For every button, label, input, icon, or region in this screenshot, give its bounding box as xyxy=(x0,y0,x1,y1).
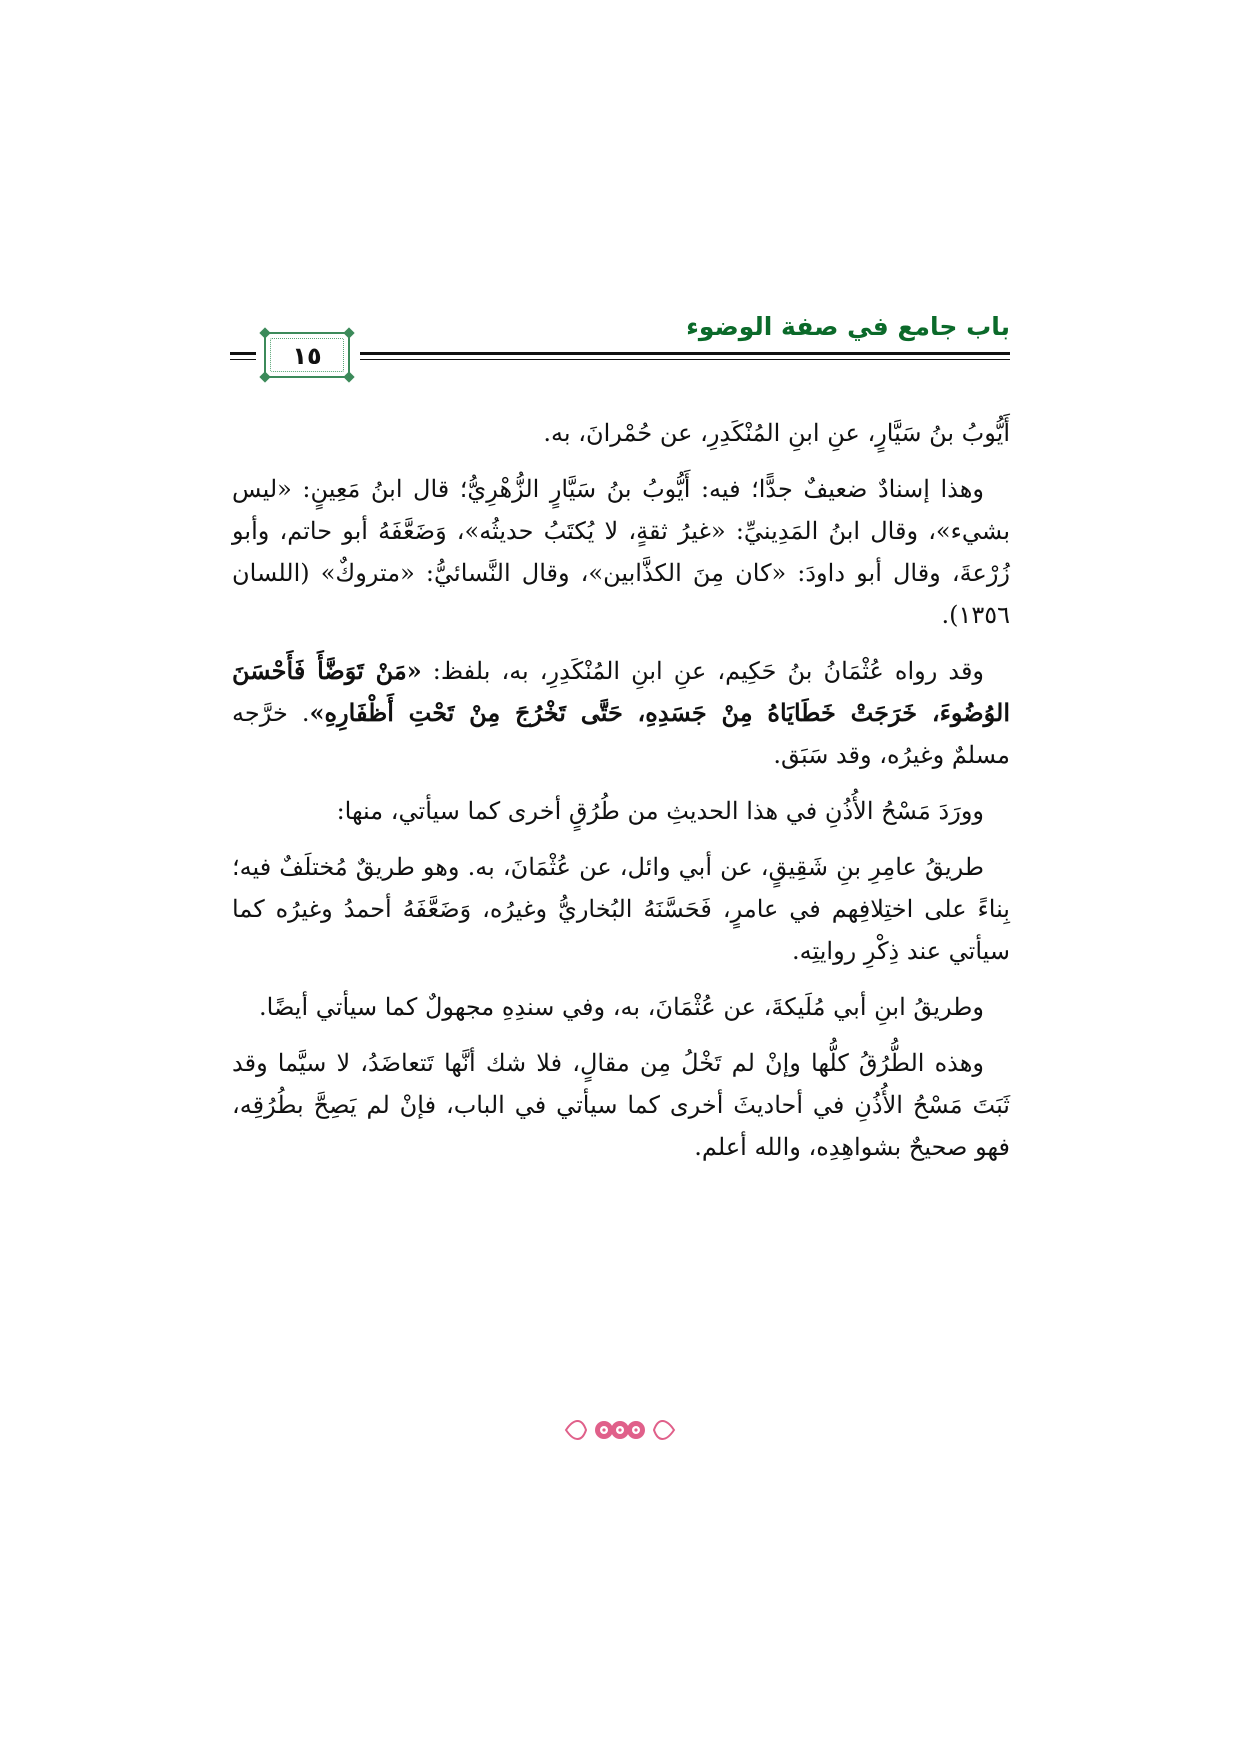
frame-corner-ornament xyxy=(343,327,354,338)
page-number-frame xyxy=(264,332,350,378)
page-number: ١٥ xyxy=(292,342,322,370)
body-paragraph xyxy=(232,790,1010,832)
page-header xyxy=(230,312,1010,402)
body-paragraph xyxy=(232,846,1010,972)
body-paragraph xyxy=(232,412,1010,454)
frame-corner-ornament xyxy=(259,371,270,382)
paragraph-text: وهذا إسنادٌ ضعيفٌ جدًّا؛ فيه: أَيُّوبُ بنُ سَيَّارٍ الزُّهْرِيُّ؛ قال ابنُ مَعِينٍ: «ليس بشيء»، وقال ابنُ المَدِينيِّ: «غيرُ ثقةٍ، لا يُكتَبُ حديثُه»، وَضَعَّفَهُ أبو حاتم، وأبو زُرْعةَ، وقال أبو داودَ: «كان مِنَ الكذَّابين»، وقال النَّسائيُّ: «متروكٌ» (اللسان ١٣٥٦). xyxy=(232,475,1010,629)
page-body xyxy=(232,412,1010,1182)
paragraph-text: طريقُ عامِرِ بنِ شَقِيقٍ، عن أبي وائل، عن عُثْمَانَ، به. وهو طريقٌ مُختلَفٌ فيه؛ بِناءً على اختِلافِهم في عامرٍ، فَحَسَّنَهُ البُخاريُّ وغيرُه، وَضَعَّفَهُ أحمدُ وغيرُه كما سيأتي عند ذِكْرِ روايتِه. xyxy=(232,853,1010,965)
paragraph-text: وورَدَ مَسْحُ الأُذُنِ في هذا الحديثِ من طُرُقٍ أخرى كما سيأتي، منها: xyxy=(336,797,984,825)
header-rule xyxy=(360,352,1010,360)
header-rule-left xyxy=(230,352,256,360)
body-paragraph xyxy=(232,1042,1010,1168)
paragraph-text: . خرَّجه مسلمٌ وغيرُه، وقد سَبَق. xyxy=(232,699,1010,769)
body-paragraph xyxy=(232,650,1010,776)
paragraph-text: وهذه الطُّرُقُ كلُّها وإنْ لم تَخْلُ مِن مقالٍ، فلا شك أنَّها تَتعاضَدُ، لا سيَّما وقد ثَبَتَ مَسْحُ الأُذُنِ في أحاديثَ أخرى كما سيأتي في الباب، فإنْ لم يَصِحَّ بطُرُقِه، فهو صحيحٌ بشواهِدِه، والله أعلم. xyxy=(232,1049,1010,1161)
paragraph-text: وطريقُ ابنِ أبي مُلَيكةَ، عن عُثْمَانَ، به، وفي سندِهِ مجهولٌ كما سيأتي أيضًا. xyxy=(259,993,984,1021)
chapter-title: باب جامع في صفة الوضوء xyxy=(686,312,1010,341)
frame-corner-ornament xyxy=(259,327,270,338)
paragraph-text: وقد رواه عُثْمَانُ بنُ حَكِيم، عنِ ابنِ المُنْكَدِرِ، به، بلفظ: xyxy=(421,657,984,685)
floral-divider-svg xyxy=(560,1410,680,1450)
floral-divider-icon xyxy=(0,1410,1240,1460)
body-paragraph xyxy=(232,468,1010,636)
body-paragraph xyxy=(232,986,1010,1028)
hadith-quote: «مَنْ تَوَضَّأَ فَأَحْسَنَ الوُضُوءَ، خَرَجَتْ خَطَايَاهُ مِنْ جَسَدِهِ، حَتَّى تَخْرُجَ مِنْ تَحْتِ أَظْفَارِهِ» xyxy=(232,656,1011,727)
frame-corner-ornament xyxy=(343,371,354,382)
paragraph-text: أَيُّوبُ بنُ سَيَّارٍ، عنِ ابنِ المُنْكَدِرِ، عن حُمْرانَ، به. xyxy=(543,419,1010,447)
